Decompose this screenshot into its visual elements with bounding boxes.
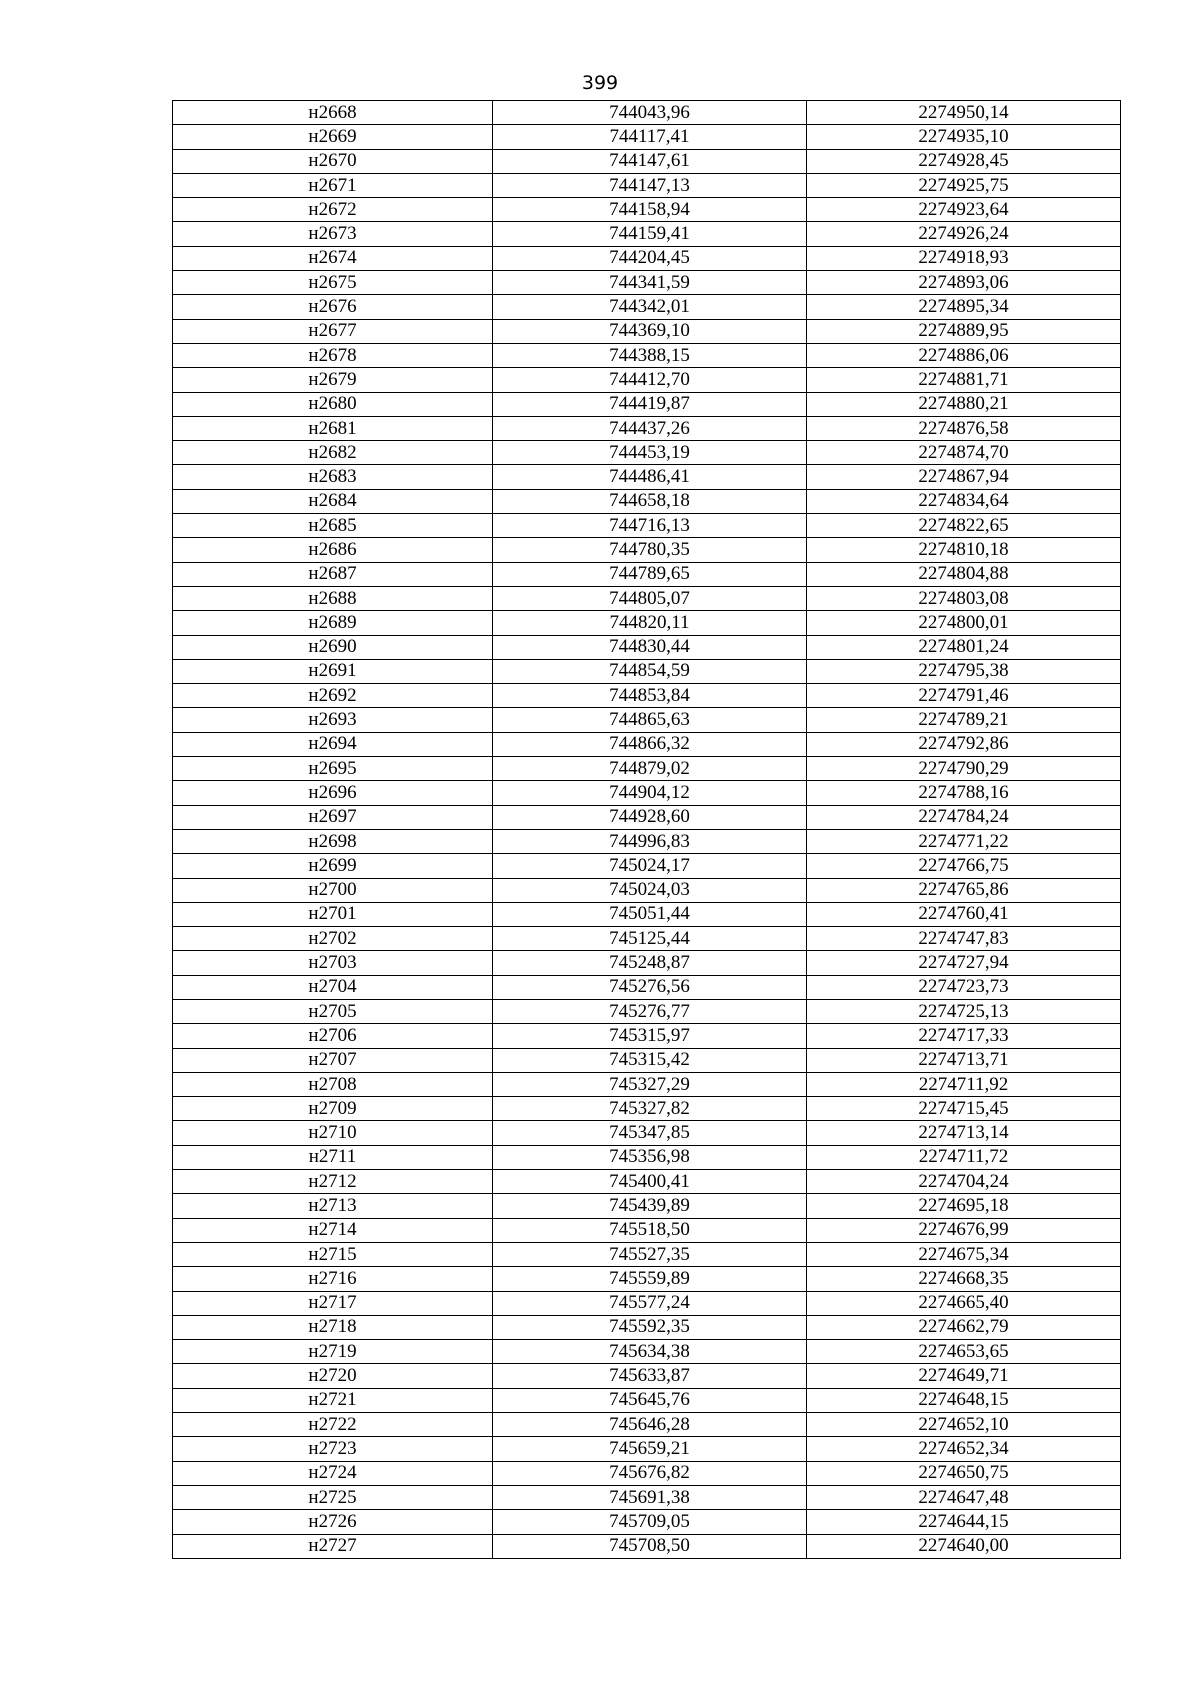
y-coordinate-cell: 2274822,65 xyxy=(807,514,1121,538)
x-coordinate-cell: 745024,03 xyxy=(493,878,807,902)
x-coordinate-cell: 745276,77 xyxy=(493,999,807,1023)
point-id-cell: н2711 xyxy=(173,1145,493,1169)
table-row xyxy=(173,927,1121,951)
y-coordinate-cell: 2274765,86 xyxy=(807,878,1121,902)
table-row xyxy=(173,1194,1121,1218)
y-coordinate-cell: 2274766,75 xyxy=(807,854,1121,878)
point-id-cell: н2674 xyxy=(173,246,493,270)
point-id-cell: н2724 xyxy=(173,1461,493,1485)
table-row xyxy=(173,198,1121,222)
x-coordinate-cell: 745527,35 xyxy=(493,1242,807,1266)
table-row xyxy=(173,465,1121,489)
y-coordinate-cell: 2274771,22 xyxy=(807,829,1121,853)
y-coordinate-cell: 2274676,99 xyxy=(807,1218,1121,1242)
x-coordinate-cell: 744204,45 xyxy=(493,246,807,270)
x-coordinate-cell: 744904,12 xyxy=(493,781,807,805)
x-coordinate-cell: 744437,26 xyxy=(493,416,807,440)
y-coordinate-cell: 2274889,95 xyxy=(807,319,1121,343)
point-id-cell: н2678 xyxy=(173,343,493,367)
x-coordinate-cell: 745633,87 xyxy=(493,1364,807,1388)
point-id-cell: н2686 xyxy=(173,538,493,562)
y-coordinate-cell: 2274653,65 xyxy=(807,1340,1121,1364)
point-id-cell: н2712 xyxy=(173,1170,493,1194)
y-coordinate-cell: 2274789,21 xyxy=(807,708,1121,732)
point-id-cell: н2676 xyxy=(173,295,493,319)
y-coordinate-cell: 2274918,93 xyxy=(807,246,1121,270)
x-coordinate-cell: 744879,02 xyxy=(493,757,807,781)
y-coordinate-cell: 2274926,24 xyxy=(807,222,1121,246)
y-coordinate-cell: 2274790,29 xyxy=(807,757,1121,781)
x-coordinate-cell: 744147,13 xyxy=(493,173,807,197)
table-row xyxy=(173,1315,1121,1339)
point-id-cell: н2704 xyxy=(173,975,493,999)
table-row xyxy=(173,295,1121,319)
x-coordinate-cell: 744658,18 xyxy=(493,489,807,513)
x-coordinate-cell: 744341,59 xyxy=(493,271,807,295)
table-row xyxy=(173,1267,1121,1291)
y-coordinate-cell: 2274928,45 xyxy=(807,149,1121,173)
point-id-cell: н2671 xyxy=(173,173,493,197)
x-coordinate-cell: 744928,60 xyxy=(493,805,807,829)
point-id-cell: н2682 xyxy=(173,441,493,465)
coordinates-table xyxy=(172,100,1121,1559)
point-id-cell: н2725 xyxy=(173,1485,493,1509)
table-row xyxy=(173,416,1121,440)
table-row xyxy=(173,538,1121,562)
table-row xyxy=(173,222,1121,246)
y-coordinate-cell: 2274895,34 xyxy=(807,295,1121,319)
point-id-cell: н2672 xyxy=(173,198,493,222)
table-row xyxy=(173,271,1121,295)
y-coordinate-cell: 2274713,71 xyxy=(807,1048,1121,1072)
x-coordinate-cell: 744716,13 xyxy=(493,514,807,538)
x-coordinate-cell: 745708,50 xyxy=(493,1534,807,1558)
y-coordinate-cell: 2274704,24 xyxy=(807,1170,1121,1194)
point-id-cell: н2687 xyxy=(173,562,493,586)
x-coordinate-cell: 745634,38 xyxy=(493,1340,807,1364)
table-row xyxy=(173,1121,1121,1145)
x-coordinate-cell: 744996,83 xyxy=(493,829,807,853)
table-row xyxy=(173,659,1121,683)
point-id-cell: н2707 xyxy=(173,1048,493,1072)
table-row xyxy=(173,1437,1121,1461)
y-coordinate-cell: 2274711,92 xyxy=(807,1072,1121,1096)
y-coordinate-cell: 2274791,46 xyxy=(807,684,1121,708)
x-coordinate-cell: 744412,70 xyxy=(493,368,807,392)
x-coordinate-cell: 745518,50 xyxy=(493,1218,807,1242)
y-coordinate-cell: 2274886,06 xyxy=(807,343,1121,367)
point-id-cell: н2717 xyxy=(173,1291,493,1315)
x-coordinate-cell: 745024,17 xyxy=(493,854,807,878)
table-row xyxy=(173,1413,1121,1437)
x-coordinate-cell: 745439,89 xyxy=(493,1194,807,1218)
table-row xyxy=(173,1388,1121,1412)
x-coordinate-cell: 744805,07 xyxy=(493,586,807,610)
table-row xyxy=(173,125,1121,149)
point-id-cell: н2677 xyxy=(173,319,493,343)
point-id-cell: н2697 xyxy=(173,805,493,829)
y-coordinate-cell: 2274800,01 xyxy=(807,611,1121,635)
y-coordinate-cell: 2274652,34 xyxy=(807,1437,1121,1461)
x-coordinate-cell: 745691,38 xyxy=(493,1485,807,1509)
point-id-cell: н2705 xyxy=(173,999,493,1023)
table-row xyxy=(173,149,1121,173)
y-coordinate-cell: 2274665,40 xyxy=(807,1291,1121,1315)
point-id-cell: н2700 xyxy=(173,878,493,902)
x-coordinate-cell: 744780,35 xyxy=(493,538,807,562)
table-row xyxy=(173,514,1121,538)
table-row xyxy=(173,999,1121,1023)
table-row xyxy=(173,586,1121,610)
table-row xyxy=(173,805,1121,829)
x-coordinate-cell: 744854,59 xyxy=(493,659,807,683)
y-coordinate-cell: 2274874,70 xyxy=(807,441,1121,465)
point-id-cell: н2709 xyxy=(173,1097,493,1121)
point-id-cell: н2683 xyxy=(173,465,493,489)
x-coordinate-cell: 744342,01 xyxy=(493,295,807,319)
x-coordinate-cell: 745559,89 xyxy=(493,1267,807,1291)
point-id-cell: н2693 xyxy=(173,708,493,732)
table-row xyxy=(173,1242,1121,1266)
x-coordinate-cell: 745327,82 xyxy=(493,1097,807,1121)
point-id-cell: н2713 xyxy=(173,1194,493,1218)
point-id-cell: н2714 xyxy=(173,1218,493,1242)
y-coordinate-cell: 2274881,71 xyxy=(807,368,1121,392)
x-coordinate-cell: 745276,56 xyxy=(493,975,807,999)
x-coordinate-cell: 744453,19 xyxy=(493,441,807,465)
point-id-cell: н2694 xyxy=(173,732,493,756)
table-row xyxy=(173,732,1121,756)
table-row xyxy=(173,1097,1121,1121)
point-id-cell: н2690 xyxy=(173,635,493,659)
table-row xyxy=(173,1218,1121,1242)
y-coordinate-cell: 2274695,18 xyxy=(807,1194,1121,1218)
y-coordinate-cell: 2274640,00 xyxy=(807,1534,1121,1558)
y-coordinate-cell: 2274760,41 xyxy=(807,902,1121,926)
table-row xyxy=(173,1510,1121,1534)
y-coordinate-cell: 2274788,16 xyxy=(807,781,1121,805)
point-id-cell: н2727 xyxy=(173,1534,493,1558)
table-row xyxy=(173,829,1121,853)
x-coordinate-cell: 745592,35 xyxy=(493,1315,807,1339)
point-id-cell: н2701 xyxy=(173,902,493,926)
y-coordinate-cell: 2274650,75 xyxy=(807,1461,1121,1485)
x-coordinate-cell: 744853,84 xyxy=(493,684,807,708)
table-row xyxy=(173,902,1121,926)
table-row xyxy=(173,757,1121,781)
y-coordinate-cell: 2274747,83 xyxy=(807,927,1121,951)
y-coordinate-cell: 2274723,73 xyxy=(807,975,1121,999)
x-coordinate-cell: 744830,44 xyxy=(493,635,807,659)
x-coordinate-cell: 744388,15 xyxy=(493,343,807,367)
point-id-cell: н2675 xyxy=(173,271,493,295)
table-row xyxy=(173,611,1121,635)
point-id-cell: н2680 xyxy=(173,392,493,416)
x-coordinate-cell: 745659,21 xyxy=(493,1437,807,1461)
point-id-cell: н2716 xyxy=(173,1267,493,1291)
point-id-cell: н2696 xyxy=(173,781,493,805)
y-coordinate-cell: 2274644,15 xyxy=(807,1510,1121,1534)
point-id-cell: н2726 xyxy=(173,1510,493,1534)
table-row xyxy=(173,441,1121,465)
y-coordinate-cell: 2274715,45 xyxy=(807,1097,1121,1121)
point-id-cell: н2679 xyxy=(173,368,493,392)
x-coordinate-cell: 744158,94 xyxy=(493,198,807,222)
x-coordinate-cell: 745645,76 xyxy=(493,1388,807,1412)
point-id-cell: н2692 xyxy=(173,684,493,708)
point-id-cell: н2670 xyxy=(173,149,493,173)
point-id-cell: н2695 xyxy=(173,757,493,781)
point-id-cell: н2710 xyxy=(173,1121,493,1145)
table-row xyxy=(173,1364,1121,1388)
x-coordinate-cell: 745400,41 xyxy=(493,1170,807,1194)
x-coordinate-cell: 745356,98 xyxy=(493,1145,807,1169)
y-coordinate-cell: 2274668,35 xyxy=(807,1267,1121,1291)
table-row xyxy=(173,878,1121,902)
y-coordinate-cell: 2274727,94 xyxy=(807,951,1121,975)
x-coordinate-cell: 745315,97 xyxy=(493,1024,807,1048)
table-row xyxy=(173,101,1121,125)
table-row xyxy=(173,975,1121,999)
y-coordinate-cell: 2274647,48 xyxy=(807,1485,1121,1509)
x-coordinate-cell: 744369,10 xyxy=(493,319,807,343)
point-id-cell: н2719 xyxy=(173,1340,493,1364)
point-id-cell: н2691 xyxy=(173,659,493,683)
point-id-cell: н2721 xyxy=(173,1388,493,1412)
table-row xyxy=(173,854,1121,878)
x-coordinate-cell: 745051,44 xyxy=(493,902,807,926)
table-row xyxy=(173,1340,1121,1364)
x-coordinate-cell: 744419,87 xyxy=(493,392,807,416)
table-row xyxy=(173,319,1121,343)
x-coordinate-cell: 744789,65 xyxy=(493,562,807,586)
point-id-cell: н2706 xyxy=(173,1024,493,1048)
y-coordinate-cell: 2274834,64 xyxy=(807,489,1121,513)
page-number: 399 xyxy=(581,72,619,94)
table-row xyxy=(173,1072,1121,1096)
y-coordinate-cell: 2274649,71 xyxy=(807,1364,1121,1388)
point-id-cell: н2689 xyxy=(173,611,493,635)
x-coordinate-cell: 745646,28 xyxy=(493,1413,807,1437)
point-id-cell: н2702 xyxy=(173,927,493,951)
x-coordinate-cell: 744865,63 xyxy=(493,708,807,732)
y-coordinate-cell: 2274804,88 xyxy=(807,562,1121,586)
x-coordinate-cell: 744117,41 xyxy=(493,125,807,149)
x-coordinate-cell: 744820,11 xyxy=(493,611,807,635)
y-coordinate-cell: 2274675,34 xyxy=(807,1242,1121,1266)
x-coordinate-cell: 745676,82 xyxy=(493,1461,807,1485)
y-coordinate-cell: 2274801,24 xyxy=(807,635,1121,659)
table-row xyxy=(173,1291,1121,1315)
table-row xyxy=(173,708,1121,732)
x-coordinate-cell: 745315,42 xyxy=(493,1048,807,1072)
y-coordinate-cell: 2274652,10 xyxy=(807,1413,1121,1437)
x-coordinate-cell: 744043,96 xyxy=(493,101,807,125)
y-coordinate-cell: 2274795,38 xyxy=(807,659,1121,683)
table-row xyxy=(173,489,1121,513)
x-coordinate-cell: 745577,24 xyxy=(493,1291,807,1315)
point-id-cell: н2681 xyxy=(173,416,493,440)
table-row xyxy=(173,1024,1121,1048)
x-coordinate-cell: 744866,32 xyxy=(493,732,807,756)
x-coordinate-cell: 744159,41 xyxy=(493,222,807,246)
coordinates-table-body xyxy=(173,101,1121,1559)
x-coordinate-cell: 744486,41 xyxy=(493,465,807,489)
point-id-cell: н2720 xyxy=(173,1364,493,1388)
table-row xyxy=(173,635,1121,659)
y-coordinate-cell: 2274810,18 xyxy=(807,538,1121,562)
table-row xyxy=(173,173,1121,197)
x-coordinate-cell: 744147,61 xyxy=(493,149,807,173)
table-row xyxy=(173,684,1121,708)
point-id-cell: н2668 xyxy=(173,101,493,125)
table-row xyxy=(173,781,1121,805)
point-id-cell: н2685 xyxy=(173,514,493,538)
y-coordinate-cell: 2274725,13 xyxy=(807,999,1121,1023)
table-row xyxy=(173,368,1121,392)
point-id-cell: н2718 xyxy=(173,1315,493,1339)
x-coordinate-cell: 745327,29 xyxy=(493,1072,807,1096)
y-coordinate-cell: 2274803,08 xyxy=(807,586,1121,610)
point-id-cell: н2688 xyxy=(173,586,493,610)
y-coordinate-cell: 2274893,06 xyxy=(807,271,1121,295)
table-row xyxy=(173,343,1121,367)
table-row xyxy=(173,951,1121,975)
y-coordinate-cell: 2274950,14 xyxy=(807,101,1121,125)
table-row xyxy=(173,562,1121,586)
point-id-cell: н2708 xyxy=(173,1072,493,1096)
table-row xyxy=(173,1461,1121,1485)
y-coordinate-cell: 2274648,15 xyxy=(807,1388,1121,1412)
x-coordinate-cell: 745125,44 xyxy=(493,927,807,951)
table-row xyxy=(173,392,1121,416)
table-row xyxy=(173,1145,1121,1169)
point-id-cell: н2703 xyxy=(173,951,493,975)
table-row xyxy=(173,1048,1121,1072)
table-row xyxy=(173,1170,1121,1194)
y-coordinate-cell: 2274880,21 xyxy=(807,392,1121,416)
x-coordinate-cell: 745347,85 xyxy=(493,1121,807,1145)
table-row xyxy=(173,1485,1121,1509)
y-coordinate-cell: 2274876,58 xyxy=(807,416,1121,440)
point-id-cell: н2699 xyxy=(173,854,493,878)
point-id-cell: н2715 xyxy=(173,1242,493,1266)
table-row xyxy=(173,1534,1121,1558)
point-id-cell: н2669 xyxy=(173,125,493,149)
y-coordinate-cell: 2274717,33 xyxy=(807,1024,1121,1048)
y-coordinate-cell: 2274711,72 xyxy=(807,1145,1121,1169)
point-id-cell: н2723 xyxy=(173,1437,493,1461)
point-id-cell: н2684 xyxy=(173,489,493,513)
y-coordinate-cell: 2274713,14 xyxy=(807,1121,1121,1145)
point-id-cell: н2722 xyxy=(173,1413,493,1437)
y-coordinate-cell: 2274784,24 xyxy=(807,805,1121,829)
x-coordinate-cell: 745248,87 xyxy=(493,951,807,975)
table-row xyxy=(173,246,1121,270)
point-id-cell: н2698 xyxy=(173,829,493,853)
y-coordinate-cell: 2274925,75 xyxy=(807,173,1121,197)
y-coordinate-cell: 2274867,94 xyxy=(807,465,1121,489)
y-coordinate-cell: 2274923,64 xyxy=(807,198,1121,222)
point-id-cell: н2673 xyxy=(173,222,493,246)
y-coordinate-cell: 2274935,10 xyxy=(807,125,1121,149)
y-coordinate-cell: 2274792,86 xyxy=(807,732,1121,756)
y-coordinate-cell: 2274662,79 xyxy=(807,1315,1121,1339)
x-coordinate-cell: 745709,05 xyxy=(493,1510,807,1534)
